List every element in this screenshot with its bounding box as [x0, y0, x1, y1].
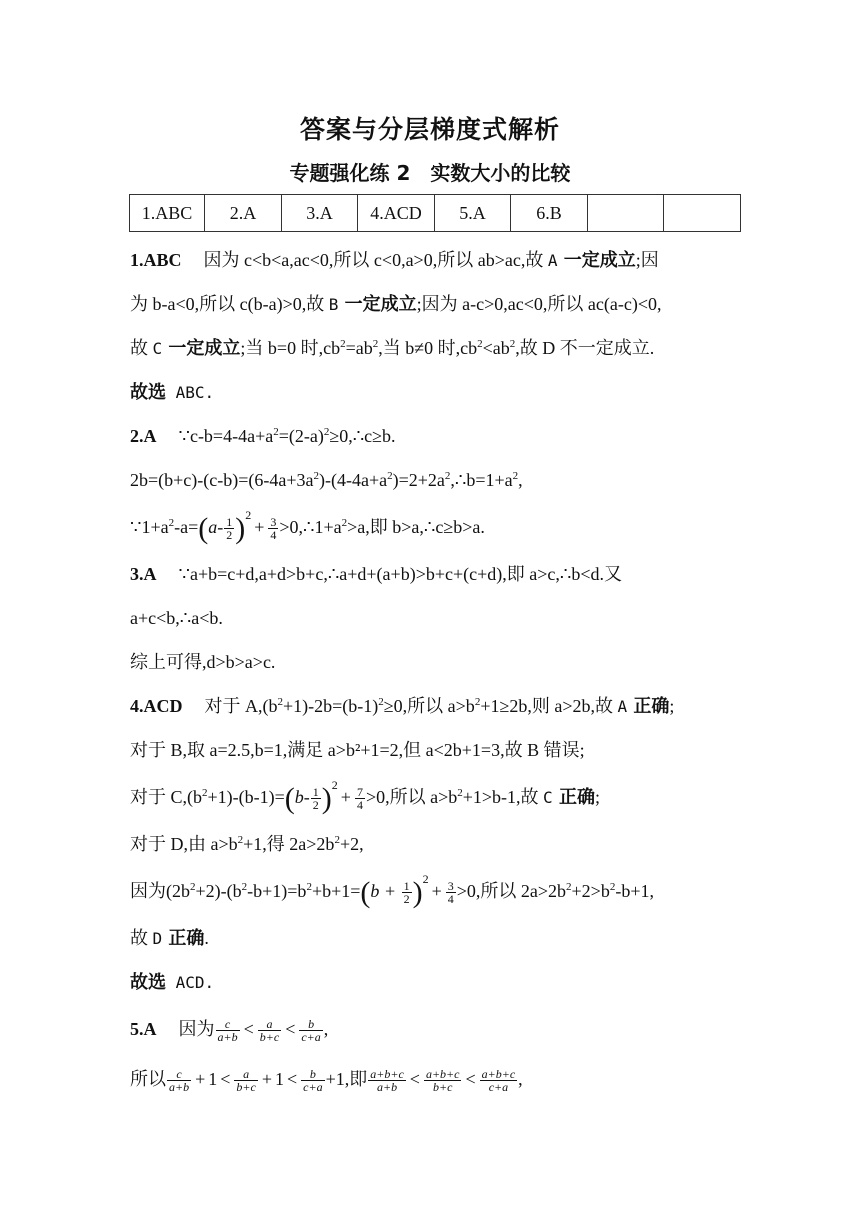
q3-line-1 — [130, 552, 740, 596]
math-text: 1 — [208, 1069, 218, 1089]
text: 一定成立 — [557, 250, 636, 271]
exponent: 2 — [306, 881, 312, 893]
numerator: 3 — [447, 879, 454, 894]
fraction — [446, 880, 456, 905]
denominator: b+c — [236, 1080, 256, 1095]
denominator: a+b — [169, 1080, 190, 1095]
exponent: 2 — [477, 338, 483, 350]
text: 正确 — [627, 696, 670, 717]
q5-number: 5.A — [130, 1019, 157, 1039]
answer-cell — [588, 195, 664, 232]
text: >0,∴1+a — [279, 517, 342, 537]
q2-line-2 — [130, 458, 740, 502]
numerator: a — [243, 1067, 250, 1082]
math-text: b- — [294, 787, 310, 807]
text: 一定成立 — [338, 294, 417, 315]
numerator: 3 — [270, 515, 277, 530]
right-paren: ) — [235, 511, 246, 545]
text: ;当 b=0 时,cb — [240, 338, 341, 358]
text: -b+1)=b — [247, 881, 307, 901]
text: +1,得 2a>2b — [243, 834, 335, 854]
text: 正确 — [552, 787, 595, 808]
page-title: 答案与分层梯度式解析 — [299, 115, 560, 144]
text: , — [518, 1069, 523, 1089]
fraction — [167, 1068, 191, 1093]
q4-line-7 — [130, 960, 740, 1004]
q5-line-2 — [130, 1054, 740, 1104]
text: +1≥2b,则 a>2b,故 — [480, 696, 618, 716]
fraction — [311, 786, 321, 811]
answer-cell: 1.ABC — [130, 195, 205, 232]
text: =ab — [345, 338, 373, 358]
q4-number: 4.ACD — [130, 696, 183, 716]
exponent: 2 — [237, 834, 244, 846]
left-paren: ( — [360, 875, 371, 909]
text: 故选 — [130, 972, 166, 993]
exponent: 2 — [372, 338, 379, 350]
q1-line-3 — [130, 326, 740, 370]
section-title: 专题强化练 2 实数大小的比较 — [289, 161, 571, 185]
answer-cell: 5.A — [435, 195, 511, 232]
text: >0,所以 a>b — [365, 787, 458, 807]
less-than-sign: < — [243, 1019, 254, 1039]
text: 故 — [130, 928, 153, 948]
q1-line-4 — [130, 370, 740, 414]
exponent: 2 — [378, 696, 384, 708]
q2-line-3 — [130, 502, 740, 552]
numerator: b — [309, 1067, 316, 1082]
exponent: 2 — [474, 696, 481, 708]
q1-line-2 — [130, 282, 740, 326]
denominator: 2 — [226, 528, 233, 543]
text: 因为 — [178, 1019, 215, 1039]
text: ; — [669, 696, 675, 716]
fraction — [299, 1018, 322, 1043]
numerator: a+b+c — [425, 1067, 460, 1082]
text: -b+1, — [615, 881, 654, 901]
denominator: 4 — [447, 892, 454, 907]
less-than-sign: < — [287, 1069, 298, 1089]
answer-table — [129, 194, 741, 232]
text: ≥0,∴c≥b. — [329, 426, 396, 446]
text: 对于 D,由 a>b — [130, 834, 238, 854]
q2-line-1 — [130, 414, 740, 458]
q4-line-6 — [130, 916, 740, 960]
text: ,故 D 不一定成立. — [515, 338, 655, 358]
numerator: 1 — [403, 879, 410, 894]
text: 因为 c<b<a,ac<0,所以 c<0,a>0,所以 ab>ac,故 — [203, 250, 548, 270]
plus-sign: + — [254, 517, 265, 537]
text: 2b=(b+c)-(c-b)=(6-4a+3a — [130, 470, 314, 490]
fraction — [355, 786, 365, 811]
q1-number: 1.ABC — [130, 250, 182, 270]
solutions — [130, 238, 740, 1104]
q3-number: 3.A — [130, 564, 157, 584]
text: a+c<b,∴a<b. — [130, 608, 223, 628]
text: +2>b — [571, 881, 610, 901]
text: +1,即 — [325, 1069, 368, 1089]
denominator: c+a — [303, 1080, 323, 1095]
text: A — [547, 251, 558, 270]
fraction — [268, 516, 278, 541]
exponent: 2 — [273, 426, 279, 438]
text: C — [543, 788, 553, 807]
text: 对于 A,(b — [204, 696, 278, 716]
plus-sign: + — [261, 1069, 273, 1089]
fraction — [480, 1068, 518, 1093]
text: A — [617, 697, 628, 716]
numerator: 1 — [226, 515, 233, 530]
fraction — [216, 1018, 240, 1043]
math-text: a- — [208, 517, 224, 537]
exponent: 2 — [387, 470, 393, 482]
q1-line-1 — [130, 238, 740, 282]
text: +2)-(b — [195, 881, 242, 901]
q4-line-3 — [130, 772, 740, 822]
fraction — [402, 880, 412, 905]
text: +2, — [339, 834, 364, 854]
left-paren: ( — [198, 511, 209, 545]
exponent: 2 — [457, 787, 463, 799]
text: ∵1+a — [130, 517, 169, 537]
answer-row — [130, 195, 741, 232]
text: >a,即 b>a,∴c≥b>a. — [347, 517, 485, 537]
exponent: 2 — [202, 787, 208, 799]
less-than-sign: < — [285, 1019, 296, 1039]
q2-number: 2.A — [130, 426, 157, 446]
q5-line-1 — [130, 1004, 740, 1054]
text: ACD. — [166, 973, 215, 992]
text: ; — [594, 787, 600, 807]
exponent: 2 — [512, 470, 519, 482]
denominator: a+b — [368, 1080, 406, 1093]
exponent: 2 — [241, 881, 248, 893]
text: )=2+2a — [392, 470, 445, 490]
text: =(2-a) — [278, 426, 324, 446]
exponent: 2 — [444, 470, 451, 482]
q4-line-4 — [130, 822, 740, 866]
numerator: b — [308, 1017, 315, 1032]
text: 所以 — [130, 1069, 166, 1089]
text: 综上可得,d>b>a>c. — [130, 652, 276, 672]
text: B — [328, 295, 339, 314]
right-paren: ) — [321, 781, 332, 815]
text: 故 — [130, 338, 153, 358]
text: +1)-2b=(b-1) — [283, 696, 379, 716]
text: ;因为 a-c>0,ac<0,所以 ac(a-c)<0, — [416, 294, 662, 314]
text: 对于 B,取 a=2.5,b=1,满足 a>b²+1=2,但 a<2b+1=3,故 B 错误; — [130, 740, 585, 760]
exponent: 2 — [245, 508, 252, 522]
less-than-sign: < — [465, 1069, 476, 1089]
exponent: 2 — [340, 338, 346, 350]
fraction — [424, 1068, 462, 1093]
numerator: a — [266, 1017, 273, 1032]
answer-cell: 3.A — [282, 195, 358, 232]
q3-line-2 — [130, 596, 740, 640]
numerator: 1 — [312, 785, 319, 800]
exponent: 2 — [509, 338, 516, 350]
denominator: 4 — [270, 528, 277, 543]
exponent: 2 — [313, 470, 320, 482]
text: ABC. — [166, 383, 215, 402]
text: . — [204, 928, 209, 948]
left-paren: ( — [284, 781, 295, 815]
text: <ab — [482, 338, 510, 358]
numerator: a+b+c — [481, 1067, 516, 1082]
fraction — [258, 1018, 281, 1043]
less-than-sign: < — [220, 1069, 231, 1089]
text: 为 b-a<0,所以 c(b-a)>0,故 — [130, 294, 329, 314]
text: C — [152, 339, 163, 358]
fraction — [234, 1068, 257, 1093]
less-than-sign: < — [409, 1069, 420, 1089]
exponent: 2 — [168, 517, 175, 529]
text: +1>b-1,故 — [462, 787, 544, 807]
exponent: 2 — [566, 881, 572, 893]
fraction — [301, 1068, 324, 1093]
q4-line-2 — [130, 728, 740, 772]
denominator: a+b — [217, 1030, 238, 1045]
exponent: 2 — [422, 872, 429, 886]
text: 因为(2b — [130, 881, 190, 901]
exponent: 2 — [331, 778, 338, 792]
text: ∵c-b=4-4a+a — [178, 426, 274, 446]
denominator: c+a — [480, 1080, 518, 1093]
exponent: 2 — [277, 696, 283, 708]
answer-cell: 4.ACD — [358, 195, 435, 232]
exponent: 2 — [341, 517, 348, 529]
exponent: 2 — [323, 426, 330, 438]
numerator: c — [176, 1067, 182, 1082]
math-text: 1 — [275, 1069, 285, 1089]
text: D — [152, 929, 163, 948]
exponent: 2 — [334, 834, 340, 846]
denominator: b+c — [259, 1030, 280, 1045]
answer-cell: 2.A — [205, 195, 282, 232]
math-text: b + — [370, 881, 401, 901]
text: 一定成立 — [162, 338, 241, 359]
right-paren: ) — [412, 875, 423, 909]
text: 对于 C,(b — [130, 787, 202, 807]
text: >0,所以 2a>2b — [456, 881, 567, 901]
text: +1)-(b-1)= — [207, 787, 285, 807]
text: ≥0,所以 a>b — [383, 696, 475, 716]
denominator: 4 — [356, 798, 363, 813]
text: ,∴b=1+a — [450, 470, 513, 490]
text: -a= — [174, 517, 199, 537]
text: 故选 — [130, 382, 166, 403]
text: 正确 — [162, 928, 205, 949]
denominator: c+a — [301, 1030, 321, 1045]
text: )-(4-4a+a — [319, 470, 388, 490]
text: ,当 b≠0 时,cb — [378, 338, 478, 358]
fraction — [224, 516, 234, 541]
text: ∵a+b=c+d,a+d>b+c,∴a+d+(a+b)>b+c+(c+d),即 a>c,∴b<d.又 — [178, 564, 622, 584]
answer-cell: 6.B — [511, 195, 588, 232]
numerator: 7 — [356, 785, 363, 800]
exponent: 2 — [609, 881, 616, 893]
q4-line-5 — [130, 866, 740, 916]
denominator: 2 — [403, 892, 410, 907]
exponent: 2 — [190, 881, 196, 893]
numerator: a+b+c — [370, 1067, 404, 1082]
text: , — [323, 1019, 329, 1039]
answer-cell — [664, 195, 741, 232]
plus-sign: + — [431, 881, 442, 901]
text: , — [518, 470, 523, 490]
q4-line-1 — [130, 684, 740, 728]
text: ;因 — [635, 250, 659, 270]
denominator: b+c — [424, 1080, 462, 1093]
q3-line-3 — [130, 640, 740, 684]
fraction — [368, 1068, 406, 1093]
numerator: c — [224, 1017, 231, 1032]
plus-sign: + — [195, 1069, 206, 1089]
text: +b+1= — [311, 881, 361, 901]
plus-sign: + — [340, 787, 351, 807]
denominator: 2 — [312, 798, 319, 813]
